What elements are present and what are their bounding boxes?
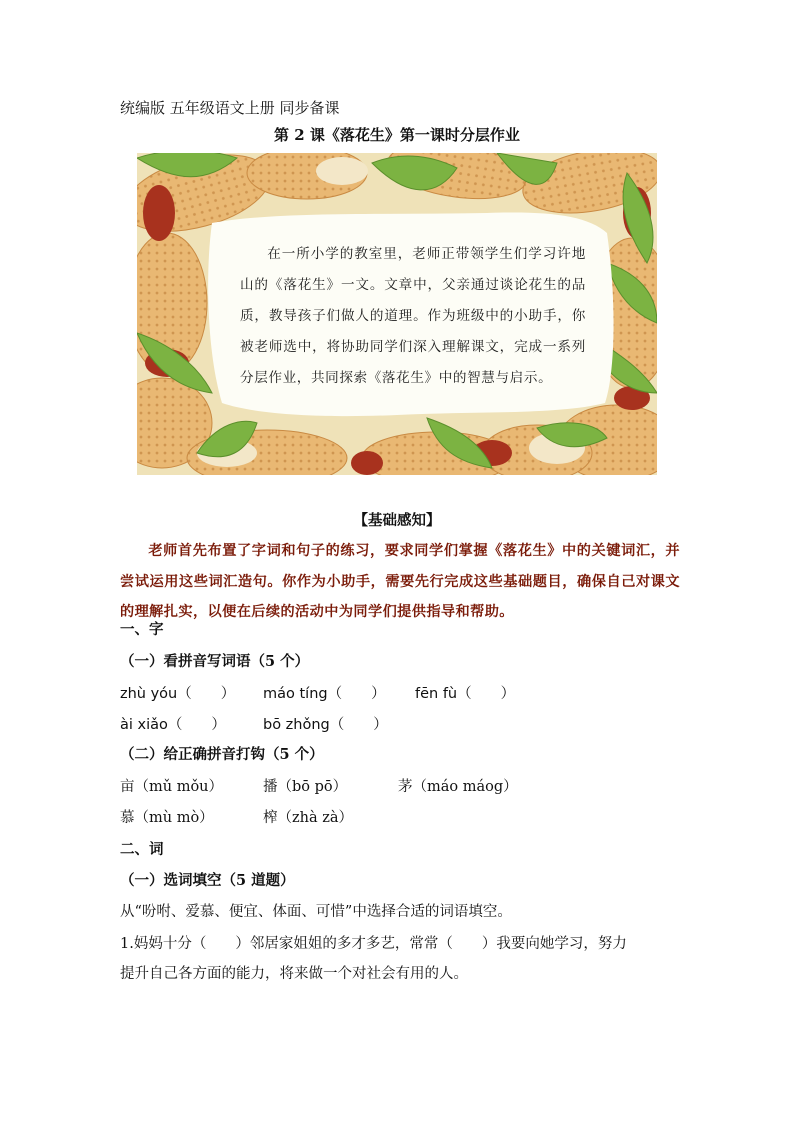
part2-sub1: （一）选词填空（5 道题） (120, 872, 295, 889)
course-line: 统编版 五年级语文上册 同步备课 (120, 99, 340, 117)
pinyin-item: ài xiǎo（ ） (120, 717, 226, 733)
fill-instruction: 从“吩咐、爱慕、便宜、体面、可惜”中选择合适的词语填空。 (120, 904, 512, 920)
pinyin-choice: 播（bō pō） (263, 779, 348, 795)
section-heading-basic: 【基础感知】 (353, 512, 441, 529)
pinyin-choice: 榨（zhà zà） (263, 810, 354, 826)
pinyin-choice: 茅（máo máog） (398, 779, 518, 795)
pinyin-item: fēn fù（ ） (415, 686, 516, 702)
pinyin-item: zhù yóu（ ） (120, 686, 236, 702)
peanut-banner (137, 153, 657, 475)
part1-sub2: （二）给正确拼音打钩（5 个） (120, 746, 324, 763)
section-intro: 老师首先布置了字词和句子的练习，要求同学们掌握《落花生》中的关键词汇，并尝试运用这些词汇造句。你作为小助手，需要先行完成这些基础题目，确保自己对课文的理解扎实，以便在后续的活动中为同学们提供指导和帮助。 (120, 543, 680, 620)
part1-title: 一、字 (120, 621, 164, 638)
part1-sub1: （一）看拼音写词语（5 个） (120, 653, 310, 670)
page-title: 第 2 课《落花生》第一课时分层作业 (274, 126, 520, 144)
pinyin-item: máo tíng（ ） (263, 686, 386, 702)
pinyin-choice: 慕（mù mò） (120, 810, 214, 826)
part2-title: 二、词 (120, 841, 164, 858)
question-1-line-2: 提升自己各方面的能力，将来做一个对社会有用的人。 (120, 966, 468, 982)
pinyin-item: bō zhǒng（ ） (263, 717, 388, 733)
pinyin-choice: 亩（mǔ mǒu） (120, 779, 224, 795)
scenario-text: 在一所小学的教室里，老师正带领学生们学习许地山的《落花生》一文。文章中，父亲通过谈论花生的品质，教导孩子们做人的道理。作为班级中的小助手，你被老师选中，将协助同学们深入理解课文，完成一系列分层作业，共同探索《落花生》中的智慧与启示。 (240, 246, 586, 386)
question-1-line-1: 1.妈妈十分（ ）邻居家姐姐的多才多艺，常常（ ）我要向她学习，努力 (120, 936, 627, 952)
